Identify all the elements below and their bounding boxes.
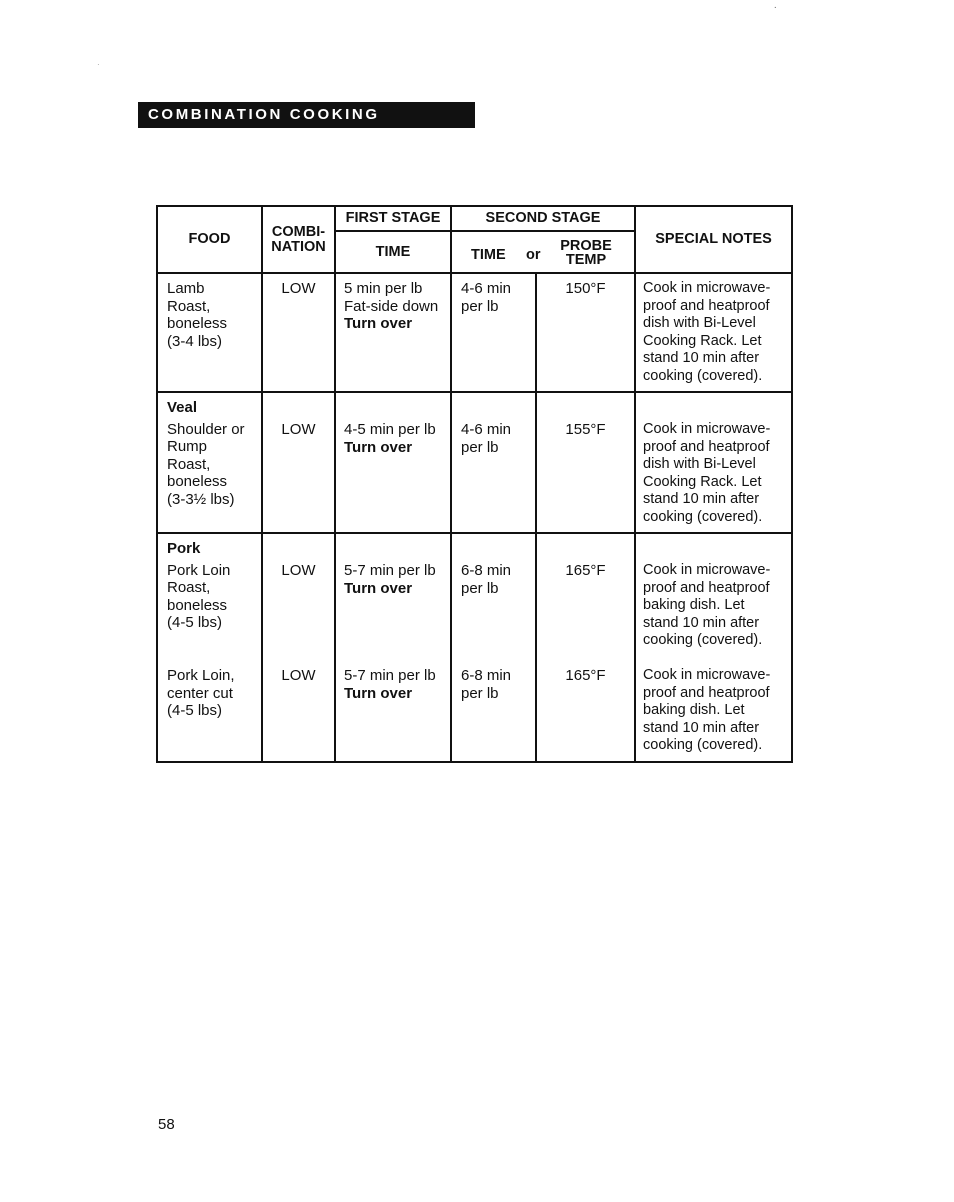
page-number: 58: [158, 1116, 175, 1133]
table-row: [157, 273, 792, 392]
notes-line: proof and heatproof: [643, 579, 770, 596]
food-line: Lamb: [167, 280, 205, 297]
food-line: boneless: [167, 315, 228, 332]
combination-cell: LOW: [262, 273, 335, 392]
notes-line: dish with Bi-Level: [643, 315, 756, 331]
first-time-cell: [335, 533, 451, 661]
notes-line: cooking (covered).: [643, 367, 763, 384]
second-time-cell: [451, 392, 536, 533]
notes-line: stand 10 min after: [643, 491, 760, 507]
second-time-cell: [451, 661, 536, 762]
second-time-line: per lb: [461, 579, 499, 597]
first-time-line: 5-7 min per lb: [344, 667, 436, 684]
notes-line: Cooking Rack. Let: [643, 473, 762, 490]
notes-line: Cook in microwave-: [643, 280, 771, 296]
header-first-stage: FIRST STAGE: [335, 206, 451, 231]
second-time-line: 6-8 min: [461, 667, 512, 684]
notes-line: Cook in microwave-: [643, 667, 771, 683]
notes-line: proof and heatproof: [643, 684, 770, 701]
food-line: Roast,: [167, 297, 211, 315]
probe-temp-cell: 150°F: [536, 273, 635, 392]
combination-cell: LOW: [262, 533, 335, 661]
probe-temp-cell: 165°F: [536, 533, 635, 661]
first-action: Turn over: [344, 579, 413, 597]
header-special-notes: SPECIAL NOTES: [635, 206, 792, 273]
second-time-line: per lb: [461, 438, 499, 456]
combination-cooking-table: [156, 205, 793, 763]
notes-line: Cook in microwave-: [643, 421, 771, 437]
first-time-line: Fat-side down: [344, 297, 439, 315]
food-cell: [157, 533, 262, 661]
header-probe-line2: TEMP: [565, 252, 607, 268]
table-row: [157, 661, 792, 762]
second-time-cell: [451, 533, 536, 661]
second-time-line: 4-6 min: [461, 421, 512, 438]
food-line: (4-5 lbs): [167, 702, 223, 719]
second-time-line: per lb: [461, 297, 499, 315]
header-or: or: [526, 247, 541, 263]
header-probe-temp: [556, 239, 616, 267]
probe-temp-cell: 155°F: [536, 392, 635, 533]
food-line: Rump: [167, 438, 208, 455]
header-food: FOOD: [157, 206, 262, 273]
scan-mark: ·: [97, 60, 100, 69]
food-category: Pork: [167, 540, 201, 557]
second-time-line: 4-6 min: [461, 280, 512, 297]
food-line: Shoulder or: [167, 420, 245, 438]
food-line: Pork Loin,: [167, 667, 235, 684]
notes-line: proof and heatproof: [643, 438, 770, 455]
notes-line: baking dish. Let: [643, 702, 745, 718]
notes-line: cooking (covered).: [643, 737, 763, 753]
first-time-cell: [335, 661, 451, 762]
header-second-stage: SECOND STAGE: [451, 206, 635, 231]
notes-cell: [635, 533, 792, 661]
header-combination-line1: COMBI-: [271, 223, 326, 240]
food-line: Roast,: [167, 455, 211, 473]
first-action: Turn over: [344, 315, 413, 332]
food-line: Pork Loin: [167, 561, 231, 579]
header-combination-line2: NATION: [271, 238, 326, 255]
food-line: (4-5 lbs): [167, 614, 223, 631]
notes-line: stand 10 min after: [643, 614, 760, 631]
notes-line: cooking (covered).: [643, 508, 763, 525]
section-title-banner: COMBINATION COOKING: [138, 102, 475, 128]
first-time-cell: [335, 392, 451, 533]
food-category: Veal: [167, 399, 198, 416]
notes-line: stand 10 min after: [643, 350, 760, 366]
notes-line: cooking (covered).: [643, 632, 763, 648]
notes-line: Cook in microwave-: [643, 562, 771, 578]
food-line: (3-3½ lbs): [167, 490, 235, 508]
food-line: (3-4 lbs): [167, 332, 223, 350]
first-time-line: 5 min per lb: [344, 280, 423, 297]
header-first-time: TIME: [335, 231, 451, 273]
first-time-line: 5-7 min per lb: [344, 562, 436, 579]
notes-cell: [635, 392, 792, 533]
notes-line: Cooking Rack. Let: [643, 332, 762, 349]
food-line: boneless: [167, 473, 228, 490]
notes-cell: [635, 273, 792, 392]
food-cell: [157, 273, 262, 392]
table-row: [157, 533, 792, 661]
second-time-line: 6-8 min: [461, 562, 512, 579]
notes-line: stand 10 min after: [643, 719, 760, 736]
notes-line: dish with Bi-Level: [643, 456, 756, 472]
table-row: [157, 392, 792, 533]
header-second-time-probe: [451, 231, 635, 273]
combination-cell: LOW: [262, 392, 335, 533]
food-line: boneless: [167, 596, 228, 614]
notes-line: baking dish. Let: [643, 597, 745, 613]
header-probe-line1: PROBE: [560, 238, 612, 254]
first-time-line: 4-5 min per lb: [344, 421, 436, 438]
first-time-cell: [335, 273, 451, 392]
notes-line: proof and heatproof: [643, 297, 770, 314]
scan-mark: ·: [773, 2, 777, 13]
combination-cell: LOW: [262, 661, 335, 762]
second-time-cell: [451, 273, 536, 392]
header-second-time: TIME: [471, 247, 506, 263]
food-line: center cut: [167, 684, 233, 702]
first-action: Turn over: [344, 438, 413, 456]
food-cell: [157, 392, 262, 533]
notes-cell: [635, 661, 792, 762]
food-line: Roast,: [167, 579, 211, 596]
food-cell: [157, 661, 262, 762]
header-combination: [262, 206, 335, 273]
probe-temp-cell: 165°F: [536, 661, 635, 762]
second-time-line: per lb: [461, 684, 499, 702]
first-action: Turn over: [344, 684, 413, 702]
